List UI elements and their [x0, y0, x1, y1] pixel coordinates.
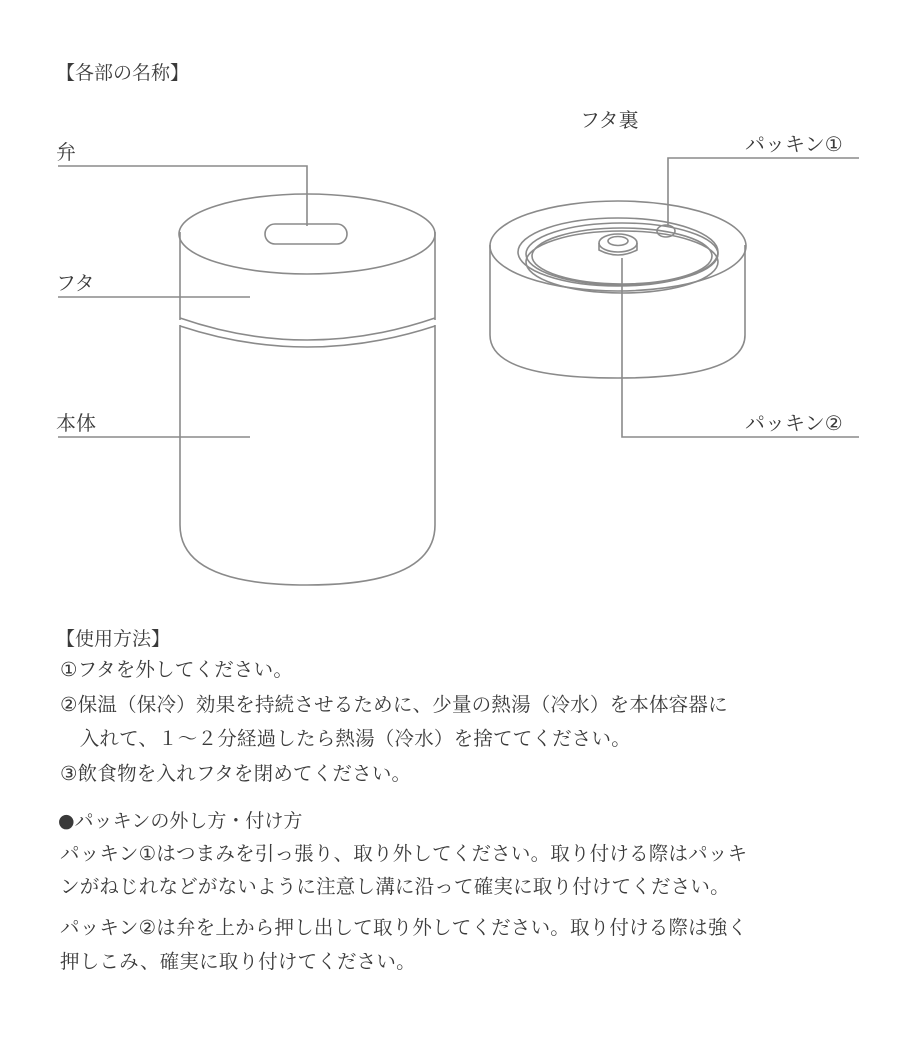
- packing-para2-line2: 押しこみ、確実に取り付けてください。: [60, 950, 416, 973]
- label-valve: 弁: [56, 140, 76, 164]
- parts-heading: 【各部の名称】: [56, 62, 190, 84]
- usage-heading: 【使用方法】: [56, 628, 171, 650]
- usage-step-1: ①フタを外してください。: [60, 658, 294, 681]
- usage-step-3: ③飲食物を入れフタを閉めてください。: [60, 762, 412, 785]
- packing-para2-line1: パッキン②は弁を上から押し出して取り外してください。取り付ける際は強く: [60, 916, 748, 939]
- packing-para1-line2: ンがねじれなどがないように注意し溝に沿って確実に取り付けてください。: [60, 875, 730, 898]
- usage-step-2: ②保温（保冷）効果を持続させるために、少量の熱湯（冷水）を本体容器に: [60, 693, 728, 716]
- label-packing1: パッキン①: [745, 132, 843, 156]
- label-lid-back: フタ裏: [580, 108, 639, 132]
- container-body-outline: [180, 325, 435, 585]
- container-illustration: [179, 194, 435, 585]
- label-packing2: パッキン②: [745, 411, 843, 435]
- lid-underside-illustration: [490, 201, 746, 378]
- valve-slot: [265, 224, 347, 244]
- leader-packing1: [668, 158, 859, 226]
- label-body: 本体: [56, 411, 96, 435]
- usage-step-2-cont: 入れて、１～２分経過したら熱湯（冷水）を捨ててください。: [60, 727, 631, 750]
- packing-heading: ●パッキンの外し方・付け方: [58, 810, 303, 832]
- label-lid: フタ: [56, 271, 95, 295]
- packing-para1-line1: パッキン①はつまみを引っ張り、取り外してください。取り付ける際はパッキ: [60, 842, 748, 865]
